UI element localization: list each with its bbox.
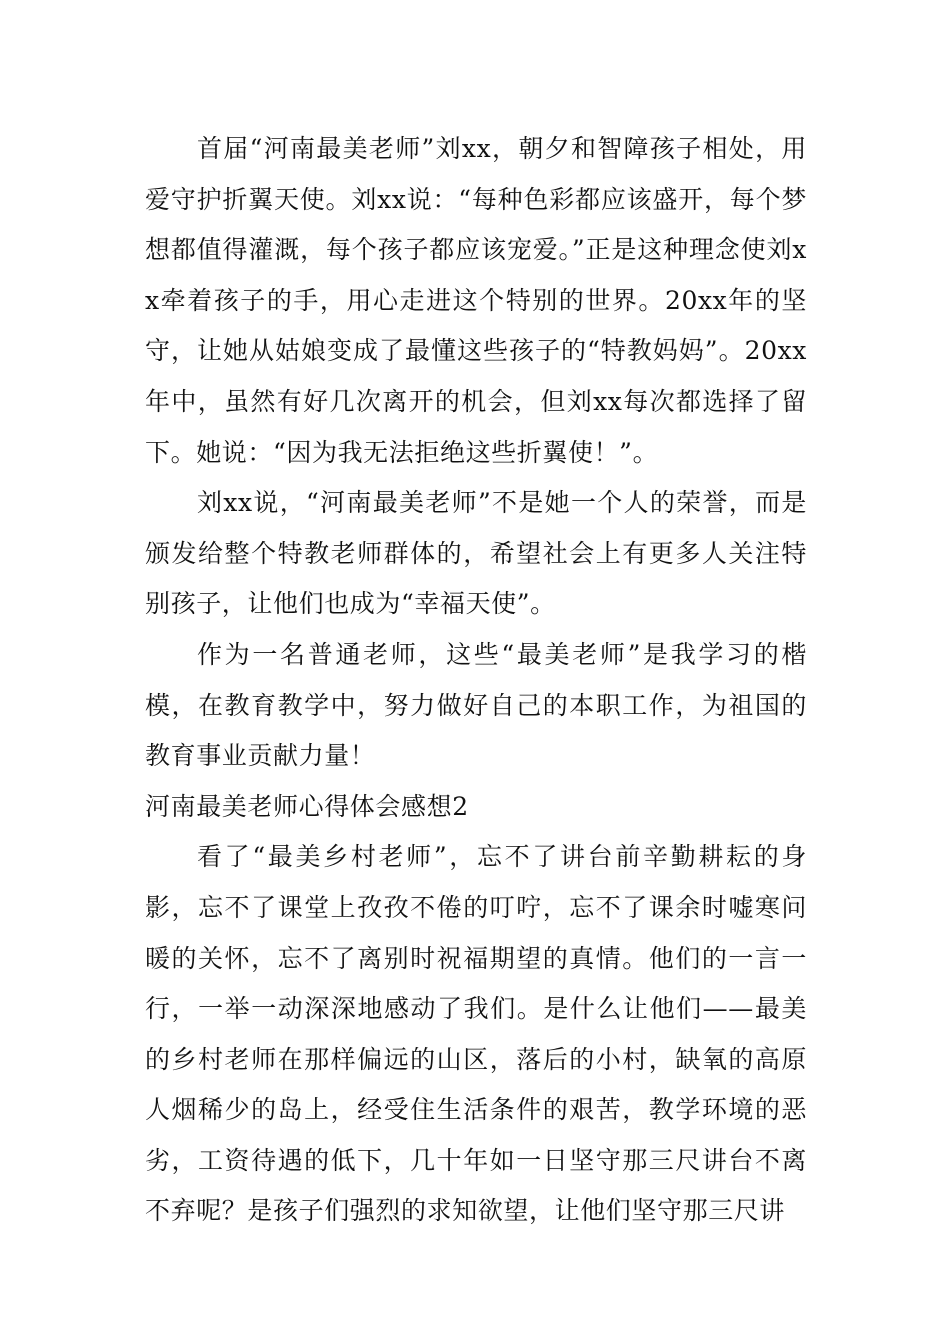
section-heading: 河南最美老师心得体会感想2 bbox=[145, 791, 469, 821]
document-body bbox=[145, 124, 807, 1237]
paragraph-rural-teacher: 看了“最美乡村老师”，忘不了讲台前辛勤耕耘的身影，忘不了课堂上孜孜不倦的叮咛，忘不了课余时嘘寒问暖的关怀，忘不了离别时祝福期望的真情。他们的一言一行，一举一动深深地感动了我们。是什么让他们——最美的乡村老师在那样偏远的山区，落后的小村，缺氧的高原人烟稀少的岛上，经受住生活条件的艰苦，教学环境的恶劣，工资待遇的低下，几十年如一日坚守那三尺讲台不离不弃呢？是孩子们强烈的求知欲望，让他们坚守那三尺讲 bbox=[145, 842, 807, 1226]
paragraph-ordinary-teacher: 作为一名普通老师，这些“最美老师”是我学习的楷模，在教育教学中，努力做好自己的本职工作，为祖国的教育事业贡献力量！ bbox=[145, 639, 807, 771]
paragraph-liu-story: 首届“河南最美老师”刘xx，朝夕和智障孩子相处，用爱守护折翼天使。刘xx说：“每种色彩都应该盛开，每个梦想都值得灌溉，每个孩子都应该宠爱。”正是这种理念使刘xx牵着孩子的手，用心走进这个特别的世界。20xx年的坚守，让她从姑娘变成了最懂这些孩子的“特教妈妈”。20xx年中，虽然有好几次离开的机会，但刘xx每次都选择了留下。她说：“因为我无法拒绝这些折翼使！”。 bbox=[145, 134, 807, 467]
paragraph-liu-honor: 刘xx说，“河南最美老师”不是她一个人的荣誉，而是颁发给整个特教老师群体的，希望社会上有更多人关注特别孩子，让他们也成为“幸福天使”。 bbox=[145, 488, 807, 619]
